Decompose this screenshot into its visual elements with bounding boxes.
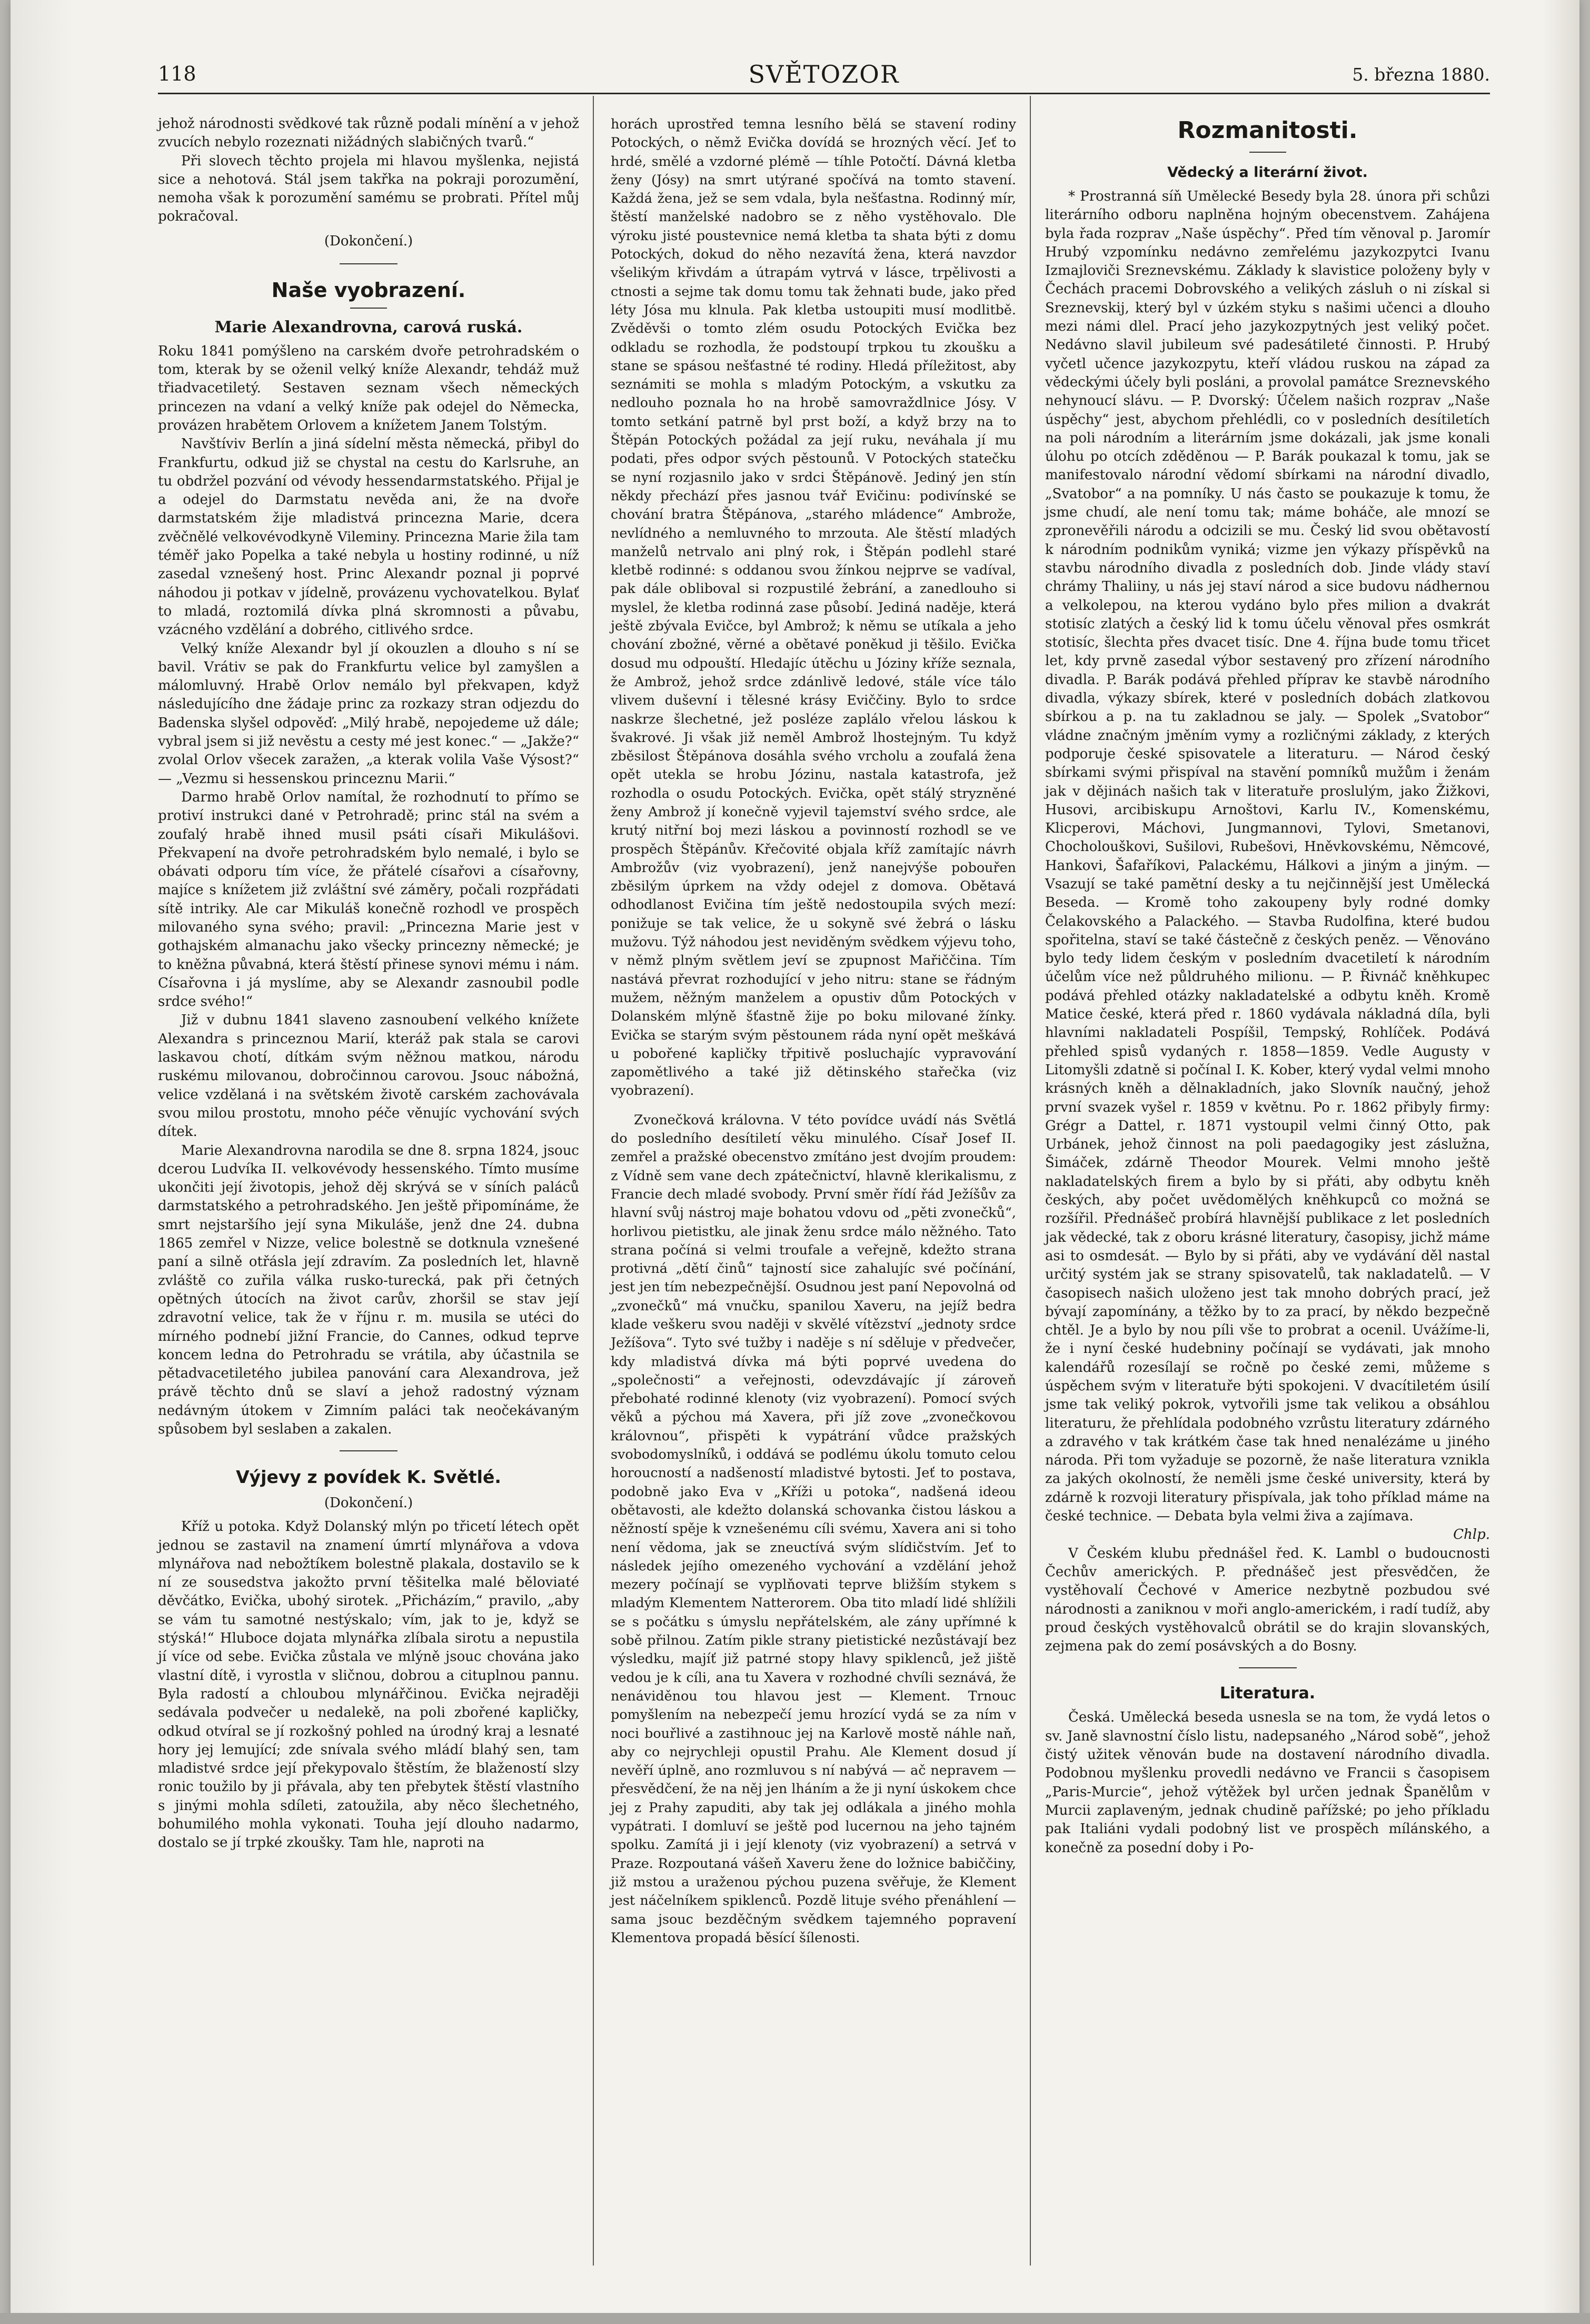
page-bottom-edge bbox=[0, 2313, 1590, 2324]
marie-paragraph-4: Darmo hrabě Orlov namítal, že rozhodnutí to přímo se protiví instrukci dané v Petrohradě; princ stál na svém a zoufalý hrabě ihned musil psáti císaři Mikulášovi. Překvapení na dvoře petrohradském bylo nemalé, i bylo se obávati odporu tím více, že přátelé císařovi a císařovny, majíce s knížetem již zvláštní své záměry, počali rozpřádati sítě intriky. Ale car Mikuláš konečně rozhodl ve prospěch milovaného syna svého; pravil: „Princezna Marie jest v gothajském almanachu jako všecky princezny německé; je to kněžna půvabná, která štěstí přinese synovi mému i nám. Císařovna i já myslíme, aby se Alexandr zasnoubil podle srdce svého!“ bbox=[158, 789, 579, 1010]
section-title-rozmanitosti: Rozmanitosti. bbox=[1177, 117, 1358, 144]
literatura-separator bbox=[1239, 1667, 1297, 1668]
section-separator bbox=[340, 263, 398, 264]
intro-paragraph-2: Při slovech těchto projela mi hlavou myšlenka, nejistá sice a nehotová. Stál jsem takřka na pokraji porozumění, nemoha však k porozumění samému se probrati. Přítel můj pokračoval. bbox=[158, 153, 579, 225]
masthead: SVĚTOZOR bbox=[748, 60, 900, 88]
zvoneckova-paragraph: Zvonečková královna. V této povídce uvádí nás Světlá do posledního desítiletí věku minulého. Císař Josef II. zemřel a pražské obecenstvo zmítáno jest dvojím proudem: z Vídně sem vane dech zpátečnictví, hlavně klerikalismu, z Francie dech mladé svobody. První směr řídí řád Ježíšův za hlavní svůj nástroj maje bohatou vdovu od „pěti zvonečků“, horlivou pietistku, ale jinak ženu srdce málo něžného. Tato strana počíná si velmi troufale a veřejně, kdežto strana protivná „dětí činů“ tajností sice zahalujíc své počínání, jest jen tím nebezpečnější. Osudnou jest paní Nepovolná od „zvonečků“ má vnučku, spanilou Xaveru, na jejíž bedra klade veškeru svou naději v skvělé vítězství „jednoty srdce Ježíšova“. Tyto své tužby i naděje s ní sděluje v předvečer, kdy mladistvá dívka má býti poprvé uvedena do „společnosti“ a veřejnosti, odevzdávajíc jí zároveň přebohaté rodinné klenoty (viz vyobrazení). Pomocí svých věků a pýchou má Xavera, při jíž zove „zvonečkovou královnou“, přispěti k vypátrání vůdce pražských svobodomyslníků, i oddává se podlému úkolu tomuto celou horoucností a nadšeností mladistvé bytosti. Jeť to postava, podobně jako Eva v „Kříži u potoka“, nadšená ideou obětavosti, ale kdežto dolanská schovanka čistou láskou a něžností spěje k vznešenému cíli svému, Xavera ani si toho není vědoma, jak se zneuctívá svým slídičstvím. Jeť to následek jejího omezeného vychování a vzdělání jehož mezery počínají se vyplňovati teprve bližším stykem s mladým Klementem Natterorem. Oba tito mladí lidé shlížili se s počátku s úmyslu nepřátelském, ale zány upřímné k sobě přilnou. Zatím pikle strany pietistické nezůstávají bez výsledku, majíť již patrné stopy hlavy spiklenců, jež jiště vedou je k cíli, ana tu Xavera v rozhodné chvíli seznává, že nenáviděnou tou hlavou jest — Klement. Trnouc pomyšlením na nebezpečí jemu hrozící vydá se za ním v noci bouřlivé a zastihnouc jej na Karlově mostě náhle naň, aby co nejrychleji opustil Prahu. Ale Klement dosud jí nevěří úplně, ano rozmluvou s ní nabývá — ač nepravem — přesvědčení, že na něj jen lháním a že ji nyní úskokem chce jej z Prahy zapuditi, aby tak jej odlákala a jiného mohla vypátrati. I domluví se ještě pod lucernou na jeho tajném spolku. Zamítá ji i její klenoty (viz vyobrazení) a setrvá v Praze. Rozpoutaná vášeň Xaveru žene do ložnice babiččiny, již mstou a uraženou pýchou puzena svěřuje, že Klement jest náčelníkem spiklenců. Pozdě lituje svého přenáhlení — sama jsouc bezděčným svědkem tajemného popravení Klementova propadá běsící šílenosti. bbox=[611, 1111, 1016, 1945]
issue-date: 5. března 1880. bbox=[1352, 64, 1490, 85]
marie-paragraph-2: Navštíviv Berlín a jiná sídelní města německá, přibyl do Frankfurtu, odkud již se chystal na cestu do Karlsruhe, an tu obdržel pozvání od vévody hessendarmstatského. Přijal je a odejel do Darmstatu nevěda ani, že na dvoře darmstatském žije mladistvá princezna Marie, dcera zvěčnělé velkovévodkyně Vileminy. Princezna Marie žila tam téměř jako Popelka a také nebyla u hostiny rodinné, u níž zasedal vznešený host. Princ Alexandr poznal ji poprvé náhodou ji potkav v jídelně, provázenu vychovatelkou. Bylať to mladá, roztomilá dívka plná skromnosti a půvabu, vzácného vzdělání a dobrého, citlivého srdce. bbox=[158, 436, 579, 638]
column-divider-2 bbox=[1030, 96, 1031, 2266]
marie-paragraph-3: Velký kníže Alexandr byl jí okouzlen a dlouho s ní se bavil. Vrátiv se pak do Frankfurtu velice byl zamyšlen a málomluvný. Hrabě Orlov nemálo byl překvapen, když následujícího dne žádaje princ za rozkazy stran odjezdu do Badenska slyšel odpověď: „Milý hrabě, nepojedeme už dále; vybral jsem si již nevěstu a cesty mé jest konec.“ — „Jakže?“ zvolal Orlov všecek zaražen, „a kterak volila Vaše Výsost?“ — „Vezmu si hessenskou princeznu Marii.“ bbox=[158, 640, 579, 787]
column-3 bbox=[1045, 115, 1490, 1857]
subsection-literatura: Literatura. bbox=[1219, 1684, 1316, 1703]
page-number: 118 bbox=[158, 62, 196, 85]
article-title-vyjevy: Výjevy z povídek K. Světlé. bbox=[236, 1467, 501, 1488]
rozmanitosti-separator bbox=[1249, 152, 1286, 153]
vyjevy-paragraph-1: Kříž u potoka. Když Dolanský mlýn po třicetí létech opět jednou se zastavil na znamení úmrtí mlynářova a vdova mlynářova nad nebožtíkem bolestně plakala, dostavilo se k ní ze sousedstva jakožto první těšitelka malé běloviaté děvčátko, Evička, ubohý sirotek. „Přicházím,“ pravilo, „aby se vám tu samotné nestýskalo; vím, jak to je, když se stýská!“ Hluboce dojata mlynářka zlíbala sirotu a nepustila jí více od sebe. Evička zůstala ve mlýně jsouc chována jako vlastní dítě, i vyrostla v sličnou, dobrou a cituplnou pannu. Byla radostí a chloubou mlynářčinou. Evička nejraději sedávala podvečer u nedalekě, na poli zbořené kapličky, odkud otvíral se jí rozkošný pohled na úrodný kraj a lesnaté hory jej lemující; zde snívala svého mládí blahý sen, tam mladistvé srdce její překypovalo štěstím, že blažeností slzy ronic toužilo by ji přávala, aby ten přebytek štěstí vlastního s jinými mohla sdíleti, zatoužila, aby něco šlechetného, bohumilého mohla vykonati. Touha její dlouho nadarmo, dostalo se jí trpké zkoušky. Tam hle, naproti na bbox=[158, 1519, 579, 1851]
marie-paragraph-1: Roku 1841 pomýšleno na carském dvoře petrohradském o tom, kterak by se oženil velký kníže Alexandr, tehdáž muž třiadvacetiletý. Sestaven seznam všech německých princezen na vdaní a velký kníže pak odejel do Německa, provázen hrabětem Orlovem a knížetem Janem Tolstým. bbox=[158, 343, 579, 433]
header-rule bbox=[158, 93, 1490, 94]
title-separator bbox=[350, 308, 387, 309]
intro-paragraph-1: jehož národnosti svědkové tak různě podali mínění a v jehož zvucích nebylo rozeznati nižádných slabičných tvarů.“ bbox=[158, 116, 579, 151]
page-edge-left bbox=[11, 0, 74, 2324]
cesky-klub-paragraph: V Českém klubu přednášel řed. K. Lambl o budoucnosti Čechův amerických. P. přednášeč jest přesvědčen, že vystěhovalí Čechové v Americe nezbytně pozbudou své národnosti a zaniknou v moři anglo-americkém, i radí tudíž, aby proud českých vystěhovalců obrátil se do krajin slovanských, zejmena pak do zemí posávských a do Bosny. bbox=[1045, 1545, 1490, 1655]
column-divider-1 bbox=[593, 96, 594, 2266]
section-title-nase-vyobrazeni: Naše vyobrazení. bbox=[271, 278, 466, 302]
subsection-vedecky-zivot: Vědecký a literární život. bbox=[1167, 164, 1368, 181]
column-1 bbox=[158, 115, 579, 1853]
article-title-marie: Marie Alexandrovna, carová ruská. bbox=[214, 318, 523, 337]
page-edge-right bbox=[1543, 0, 1579, 2324]
beseda-report-paragraph: * Prostranná síň Umělecké Besedy byla 28. února při schůzi literárního odboru naplněna hojným obecenstvem. Zahájena byla řada rozprav „Naše úspěchy“. Před tím věnoval p. Jaromír Hrubý vzpomínku nedávno zemřelému jazykozpytci Ivanu Izmajloviči Sreznevskému. Základy k slavistice položeny byly v Čechách pracemi Dobrovského a velikých zásluh o ni získal si Sreznevskij, který byl v úzkém styku s našimi učenci a dlouho mezi námi dlel. Prací jeho jazykozpytných jest veliký počet. Nedávno slavil jubileum své padesátileté činnosti. P. Hrubý vyčetl učence jazykozpytu, kteří vládou ruskou na západ za vědeckými účely byli posláni, a provolal památce Sreznevského nehynoucí slávu. — P. Dvorský: Účelem našich rozprav „Naše úspěchy“ jest, abychom přehlédli, co v posledních desítiletích na poli národním a literárním jsme dokázali, jak jsme konali úlohu po otcích zděděnou — P. Barák poukazal k tomu, jak se manifestovalo národní vědomí sbírkami na národní divadlo, „Svatobor“ a na pomníky. U nás často se poukazuje k tomu, že jsme chudí, ale není tomu tak; máme boháče, ale mnozí se zpronevěřili národu a odcizili se mu. Český lid svou obětavostí k národním podnikům vyniká; vizme jen výkazy příspěvků na stavbu národního divadla z posledních dob. Jinde vlády staví chrámy Thaliiny, u nás jej staví národ a sice budovu nádhernou a velkolepou, na kterou vydáno bylo přes milion a dvakrát stotisíc zlatých a český lid k tomu účelu věnoval přes osmkrát stotisíc, šlechta přes dvacet tisíc. Dne 4. října bude tomu třicet let, kdy prvně zasedal výbor sestavený pro zřízení národního divadla. P. Barák podává přehled příprav ke stavbě národního divadla, výkazy sbírek, které v posledních dobách zlatkovou sbírkou a p. na tu zakladnou se jaly. — Spolek „Svatobor“ vládne značným jměním vymy a rozličnými základy, z kterých podporuje české spisovatele a literaturu. — Národ český sbírkami svými přispíval na stavění pomníků mužům i ženám jak v dějinách našich tak v literatuře proslulým, jako Žižkovi, Husovi, arcibiskupu Arnoštovi, Karlu IV., Komenskému, Klicperovi, Máchovi, Jungmannovi, Tylovi, Smetanovi, Chocholouškovi, Sušilovi, Rubešovi, Hněvkovskému, Němcové, Hankovi, Šafaříkovi, Palackému, Hálkovi a jiným a jiným. — Vsazují se také pamětní desky a tu nejčinnější jest Umělecká Beseda. — Kromě toho zakoupeny byly rodné domky Čelakovského a Palackého. — Stavba Rudolfina, které budou spořitelna, staví se také částečně z českých peněz. — Věnováno bylo tedy lidem českým v posledním dvacetiletí k národním účelům více než půldruhého milionu. — P. Řivnáč kněhkupec podává přehled otázky nakladatelské a odbytu kněh. Kromě Matice české, která před r. 1860 vydávala nákladná díla, byli hlavními nakladateli Pospíšil, Tempský, Rohlíček. Podává přehled spisů vydaných r. 1858—1859. Vedle Augusty v Litomyšli zdatně si počínal I. K. Kober, který vydal velmi mnoho krásných kněh a dělnakladních, jako Slovník naučný, jehož první svazek vyšel r. 1859 v květnu. Po r. 1862 přibyly firmy: Grégr a Dattel, r. 1871 vystoupil velmi činný Otto, pak Urbánek, jehož činnost na poli paedagogiky jest záslužna, Šimáček, zdárně Theodor Mourek. Velmi mnoho ještě nakladatelských firem a bylo by si přáti, aby odbytu kněh českých, aby počet uvědomělých kněhkupců co možná se rozšířil. Přednášeč probírá hlavnější publikace z let posledních jak vědecké, tak z oboru krásné literatury, časopisy, jichž máme asi to osmdesát. — Bylo by si přáti, aby ve vydávání děl nastal určitý systém jak se strany spisovatelů, tak nakladatelů. — V časopisech našich uloženo jest tak mnoho dobrých prací, jež bývají zapomínány, a těžko by to za prací, by někdo bezpečně chtěl. Je a bylo by nou píli vše to probrat a ocenil. Uvážíme-li, že i nyní české hudebniny počínají se vydávati, jak mnoho kalendářů rozesílají se ročně po české zemi, můžeme s úspěchem svým v literatuře býti spokojeni. V dvacítiletém úsilí jsme tak veliký pokrok, vytvořili jsme tak velikou a obsáhlou literaturu, že přehlídala podobného vzrůstu literatury zdárného a zdravého v tak krátkém čase tak hned nenalézáme u jiného národa. Při tom vyžaduje se pozorně, že naše literatura vznikla za jakých okolností, že neměli jsme české university, která by zdárně k rozvoji literatury přispívala, jak toho příklad máme na české technice. — Debata byla velmi živa a zajímava. bbox=[1045, 189, 1490, 1525]
column-2 bbox=[611, 115, 1016, 1947]
vyjevy-subtitle: (Dokončení.) bbox=[324, 1495, 413, 1511]
spacer bbox=[611, 1100, 1016, 1111]
author-signature: Chlp. bbox=[1453, 1527, 1490, 1543]
marie-paragraph-5: Již v dubnu 1841 slaveno zasnoubení velkého knížete Alexandra s princeznou Marií, kteráž pak stala se carovi laskavou chotí, dítkám svým něžnou matkou, národu ruskému milovanou, dobročinnou carovou. Jsouc nábožná, velice vzdělaná i na světském životě carském zachovávala svou milou prostotu, mnoho péče věnujíc vychování svých dítek. bbox=[158, 1012, 579, 1140]
page-header bbox=[158, 62, 1490, 94]
intro-end-note: (Dokončení.) bbox=[324, 233, 413, 249]
article-separator bbox=[340, 1450, 398, 1451]
marie-paragraph-6: Marie Alexandrovna narodila se dne 8. srpna 1824, jsouc dcerou Ludvíka II. velkovévody hessenského. Tímto musíme ukončiti její životopis, jehož děj skrývá se v síních paláců darmstatského a petrohradského. Jen ještě připomínáme, že smrt nejstaršího její syna Mikuláše, jenž dne 24. dubna 1865 zemřel v Nizze, velice bolestně se dotknula vznešené paní a silně otřásla její zdravím. Za posledních let, hlavně zvláště co zuřila válka rusko-turecká, pak při četných opětných útocích na život carův, zhoršil se stav její zdravotní velice, tak že v říjnu r. m. musila se utéci do mírného podnebí jižní Francie, do Cannes, odkud teprve koncem ledna do Petrohradu se vrátila, aby účastnila se pětadvacetiletého jubilea panování cara Alexandrova, jež právě těchto dnů se slaví a jehož radostný význam nedávným útokem v Zimním paláci tak neočekávaným spůsobem byl seslaben a zakalen. bbox=[158, 1142, 579, 1437]
vyjevy-paragraph-2: horách uprostřed temna lesního bělá se stavení rodiny Potockých, o němž Evička dovídá se hrozných věcí. Jeť to hrdé, smělé a vzdorné plémě — tíhle Potočtí. Dávná kletba ženy (Jósy) na smrt utýrané spočívá na tomto stavení. Každá žena, jež se sem vdala, byla nešťastna. Rodinný mír, štěstí manželské nadobro se z něho vystěhovalo. Dle výroku jisté poustevnice nemá kletba ta shata býti z domu Potockých, dokud do něho nezavítá žena, která navzdor všelikým křivdám a útrapám vytrvá v lásce, trpělivosti a ctnosti a sejme tak domu tomu tak žehnati bude, jako před léty Jósa mu klnula. Pak kletba ustoupiti musí modlitbě. Zvěděvši o tomto zlém osudu Potockých Evička bez odkladu se rozhodla, že podstoupí trpkou tu zkoušku a stane se spásou nešťastné té rodiny. Hledá příležitost, aby seznámiti se mohla s mladým Potockým, a vskutku za nedlouho poznala ho na hrobě samovraždlnice Jósy. V tomto setkání patrně byl prst boží, a když brzy na to Štěpán Potockých požádal za její ruku, neváhala jí mu podati, přes odpor svých pěstounů. V Potockých statečku se nyní rozjasnilo jako v srdci Štěpánově. Jediný jen stín někdy přechází přes jasnou tvář Evičinu: podivínské se chování bratra Štěpánova, „starého mládence“ Ambrože, nevlídného a nemluvného to mrzouta. Ale štěstí mladých manželů netrvalo ani plný rok, i Štěpán podlehl staré kletbě rodinné: s oddanou svou žínkou nejprve se vadíval, pak dále obliboval si rozpustilé žebrání, a zanedlouho si myslel, že kletba rodinná zase působí. Jediná naděje, která ještě zbývala Evičce, byl Ambrož; k němu se utíkala a jeho chování zbožné, věrné a obětavé poněkud ji těšilo. Evička dosud mu odpouští. Hledajíc útěchu u Józiny kříže seznala, že Ambrož, jehož srdce zdánlivě ledové, stále více tálo vlivem duševní i tělesné krásy Eviččiny. Bylo to srdce naskrze šlechetné, jež posléze zaplálo vřelou láskou k švakrové. Ji však již neměl Ambrož lhostejným. Tu když zběsilost Štěpánova dosáhla svého vrcholu a zoufalá žena opět utekla se hrobu Józinu, nastala katastrofa, jež rozhodla o osudu Potockých. Evička, opět stálý stryzněné ženy Ambrož jí konečně vyjevil tajemství svého srdce, ale krutý nitřní boj mezi láskou a povinností rozhodl se ve prospěch Štěpánův. Křečovité objala kříž zamítajíc návrh Ambrožův (viz vyobrazení), jenž nanejvýše pobouřen zběsilým úprkem na vždy odejel z domova. Obětavá odhodlanost Evičina tím ještě nedostoupila svých mezí: ponižuje se tak velice, že u sokyně své žebrá o lásku mužovu. Týž náhodou jest neviděným svědkem výjevu toho, v němž plným světlem jeví se zpupnost Mařiččina. Tím nastává převrat rozhodující v jeho nitru: stane se řádným mužem, něžným manželem a opustiv dům Potockých v Dolanském mlýně šťastně žije po boku milované žínky. Evička se starým svým pěstounem ráda nyní opět meškává u pobořené kapličky třpitivě posluchajíc vypravování zapomětlivého a také již dětinského stařečka (viz vyobrazení). bbox=[611, 116, 1016, 1099]
literatura-paragraph: Česká. Umělecká beseda usnesla se na tom, že vydá letos o sv. Janě slavnostní číslo listu, nadepsaného „Národ sobě“, jehož čistý užitek věnován bude na dostavení národního divadla. Podobnou myšlenku provedli nedávno ve Francii s časopisem „Paris-Murcie“, jehož výtěžek byl určen jednak Španělům v Murcii zaplaveným, jednak chudině pařížské; po jeho příkladu pak Italiáni vydali podobný list ve prospěch mílánského, a konečně za posední doby i Po- bbox=[1045, 1709, 1490, 1856]
